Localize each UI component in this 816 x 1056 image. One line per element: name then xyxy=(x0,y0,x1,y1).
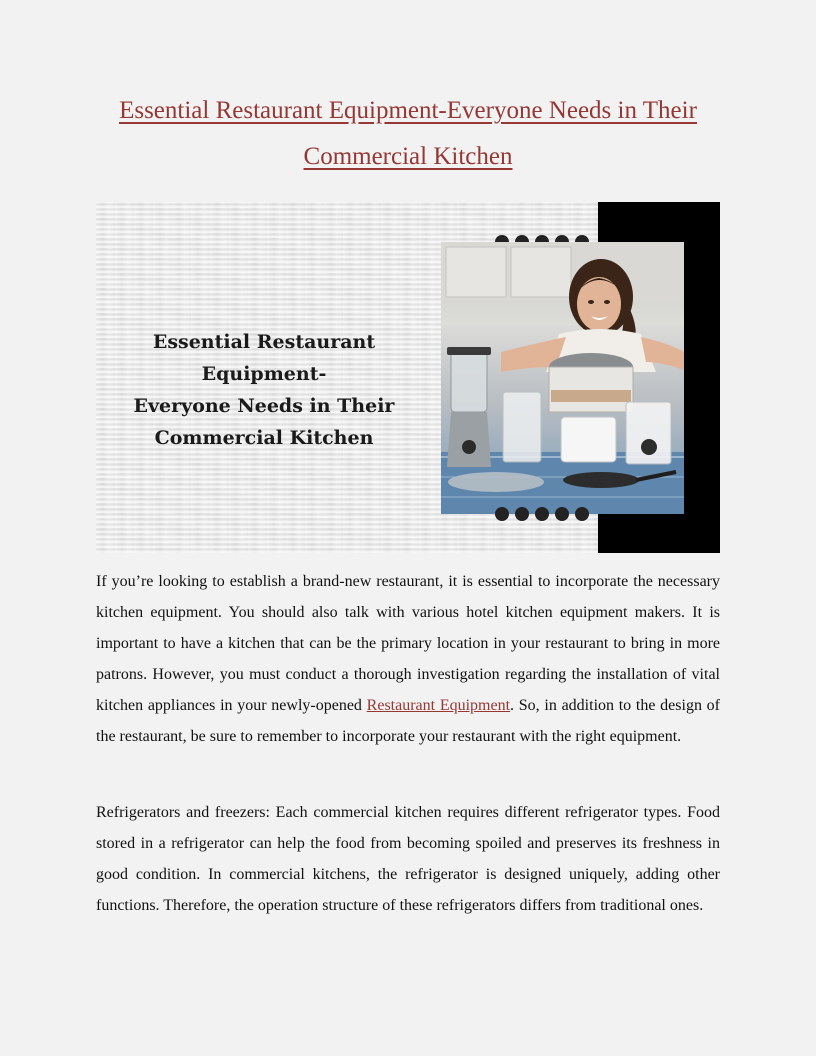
kitchen-photo-illustration xyxy=(441,242,684,514)
decorative-dots-bottom xyxy=(495,507,589,521)
dot xyxy=(575,507,589,521)
intro-paragraph xyxy=(96,566,720,752)
dot xyxy=(495,507,509,521)
banner-image xyxy=(96,202,720,553)
kitchen-photo xyxy=(441,242,684,514)
refrigerators-paragraph: Refrigerators and freezers: Each commercial kitchen requires different refrigerator types. Food stored in a refrigerator can help the food from becoming spoiled and preserves its freshness in good condition. In commercial kitchens, the refrigerator is designed uniquely, adding other functions. Therefore, the operation structure of these refrigerators differs from traditional ones. xyxy=(96,804,720,914)
dot xyxy=(535,507,549,521)
title-link[interactable]: Essential Restaurant Equipment-Everyone Needs in Their Commercial Kitchen xyxy=(119,97,697,170)
page-title xyxy=(80,88,736,180)
dot xyxy=(555,507,569,521)
intro-text-start: If you’re looking to establish a brand-new restaurant, it is essential to incorporate the necessary kitchen equipment. You should also talk with various hotel kitchen equipment makers. It is important to have a kitchen that can be the primary location in your restaurant to bring in more patrons. However, you must conduct a thorough investigation regarding the installation of vital kitchen appliances in your newly-opened xyxy=(96,573,720,714)
dot xyxy=(515,507,529,521)
banner-heading-line: Everyone Needs in Their xyxy=(133,395,395,417)
restaurant-equipment-link[interactable]: Restaurant Equipment xyxy=(366,697,511,714)
intro-text-end: . So, in addition to the design of the restaurant, be sure to remember to incorporate your restaurant with the right equipment. xyxy=(96,697,721,745)
banner-heading-line: Commercial Kitchen xyxy=(154,427,374,449)
banner-heading-line: Essential Restaurant Equipment- xyxy=(152,331,376,385)
banner-heading xyxy=(96,326,432,454)
